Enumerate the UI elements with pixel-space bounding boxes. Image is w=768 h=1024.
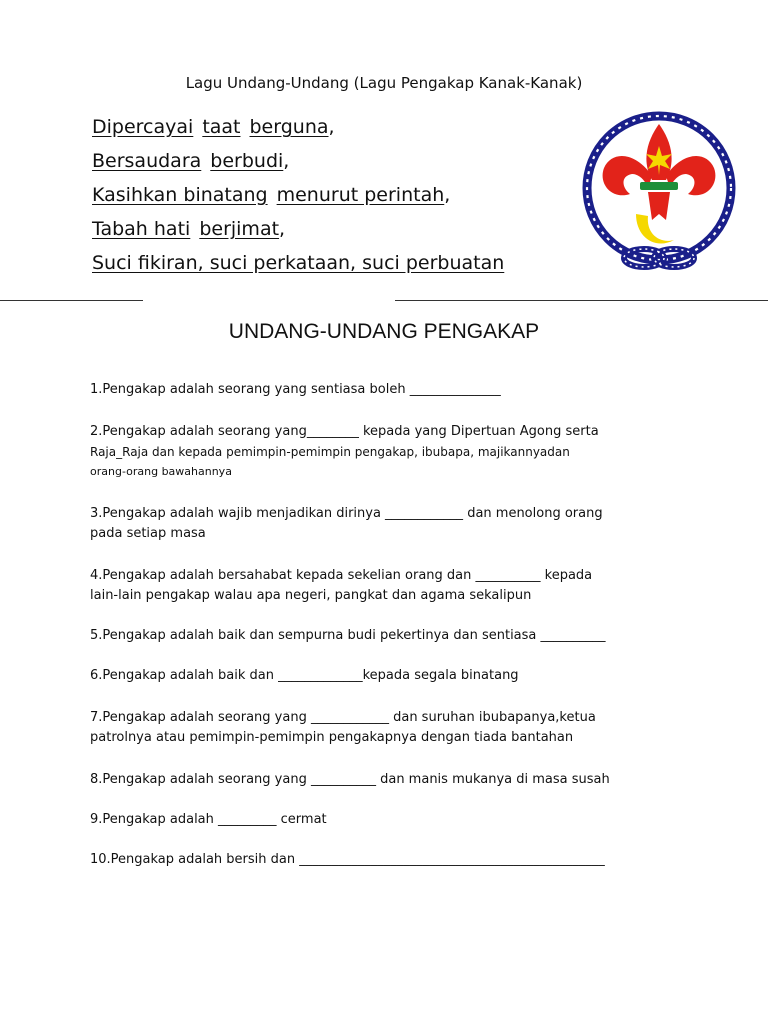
song-word-underlined: Dipercayai [92, 116, 194, 138]
song-word-underlined: Bersaudara [92, 150, 202, 172]
divider-right [395, 300, 768, 301]
law-item-2: Raja_Raja dan kepada pemimpin-pemimpin pengakap, ibubapa, majikannyadan [90, 445, 570, 459]
song-word-underlined: Tabah hati [92, 218, 191, 240]
song-lyrics [92, 110, 504, 280]
law-item-1: 1.Pengakap adalah seorang yang sentiasa boleh ______________ [90, 382, 501, 397]
song-text: , [444, 184, 451, 206]
song-word-underlined: berbudi [210, 150, 284, 172]
law-item-2: orang-orang bawahannya [90, 465, 232, 478]
scout-emblem-icon [574, 110, 744, 274]
section-title: UNDANG-UNDANG PENGAKAP [228, 320, 540, 343]
law-item-9: 9.Pengakap adalah _________ cermat [90, 812, 327, 827]
song-word-underlined: Suci fikiran, suci perkataan, suci perbuatan [92, 252, 505, 274]
song-line [92, 144, 504, 178]
law-item-8: 8.Pengakap adalah seorang yang __________ dan manis mukanya di masa susah [90, 772, 610, 787]
law-item-4: 4.Pengakap adalah bersahabat kepada sekelian orang dan __________ kepada [90, 568, 593, 583]
law-item-3: pada setiap masa [90, 526, 206, 541]
law-item-2: 2.Pengakap adalah seorang yang________ kepada yang Dipertuan Agong serta [90, 424, 599, 439]
song-title: Lagu Undang-Undang (Lagu Pengakap Kanak-Kanak) [185, 74, 583, 92]
law-item-3: 3.Pengakap adalah wajib menjadikan dirinya ____________ dan menolong orang [90, 506, 603, 521]
law-item-7: 7.Pengakap adalah seorang yang ____________ dan suruhan ibubapanya,ketua [90, 710, 596, 725]
song-line [92, 178, 504, 212]
song-text: , [283, 150, 290, 172]
song-word-underlined: berguna [249, 116, 329, 138]
song-text: , [279, 218, 286, 240]
song-line [92, 212, 504, 246]
law-item-10: 10.Pengakap adalah bersih dan _______________________________________________ [90, 852, 605, 867]
law-item-5: 5.Pengakap adalah baik dan sempurna budi pekertinya dan sentiasa __________ [90, 628, 606, 643]
law-item-7: patrolnya atau pemimpin-pemimpin pengakapnya dengan tiada bantahan [90, 730, 574, 745]
song-word-underlined: Kasihkan binatang [92, 184, 268, 206]
song-word-underlined: berjimat [199, 218, 280, 240]
divider-left [0, 300, 143, 301]
law-item-6: 6.Pengakap adalah baik dan _____________kepada segala binatang [90, 668, 519, 683]
song-text: , [328, 116, 335, 138]
law-item-4: lain-lain pengakap walau apa negeri, pangkat dan agama sekalipun [90, 588, 532, 603]
song-line [92, 246, 504, 280]
song-word-underlined: taat [202, 116, 241, 138]
song-word-underlined: menurut perintah [276, 184, 445, 206]
song-line [92, 110, 504, 144]
